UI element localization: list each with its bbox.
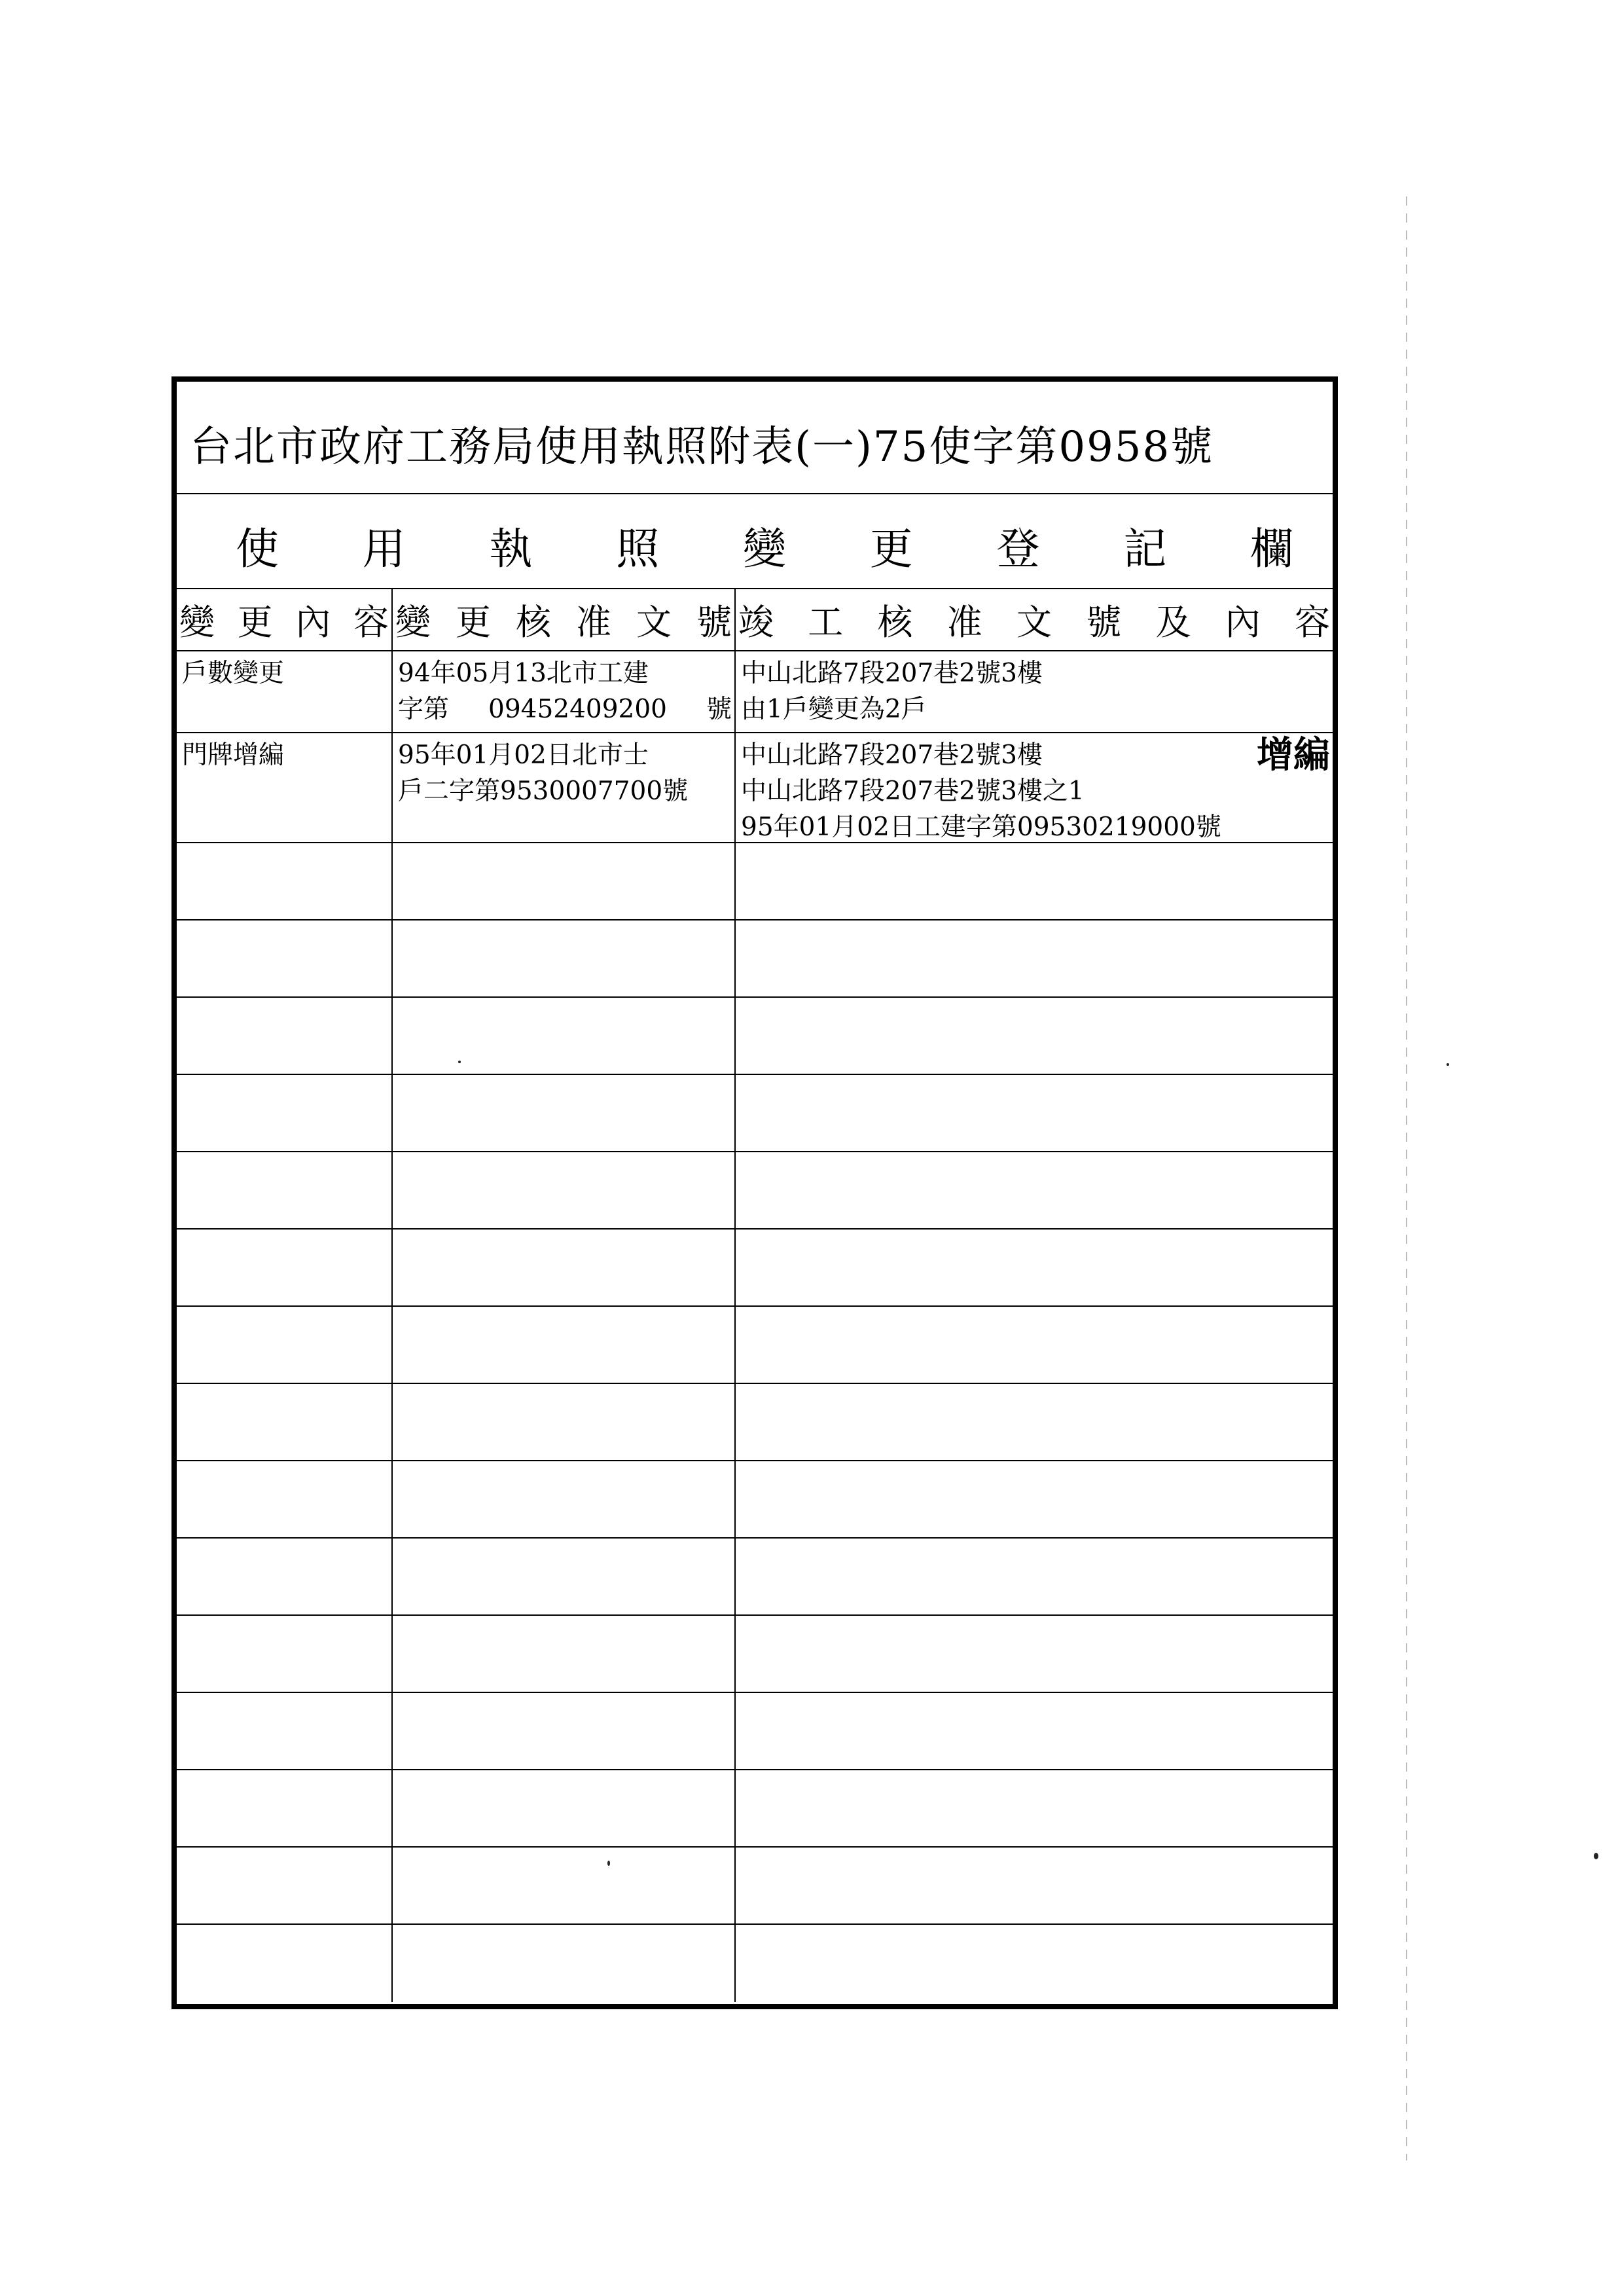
header-char: 變 (179, 602, 215, 643)
approval-line (398, 737, 732, 773)
empty-cell (393, 1384, 736, 1460)
header-char: 變 (395, 602, 431, 643)
form-subtitle-row (177, 494, 1333, 589)
empty-cell (177, 1075, 393, 1151)
approval-line (398, 655, 732, 691)
empty-record-row (177, 1770, 1333, 1848)
empty-cell (393, 1307, 736, 1383)
empty-cell (736, 1848, 1333, 1923)
empty-cell (393, 1230, 736, 1305)
approval-text: 95年01月02日北市士 (398, 740, 649, 770)
empty-cell (393, 843, 736, 919)
change-type: 門牌增編 (182, 740, 285, 770)
column-header-row (177, 589, 1333, 651)
header-char: 核 (877, 602, 913, 643)
empty-record-row (177, 1230, 1333, 1307)
approval-text: 字第 (398, 695, 450, 724)
header-char: 內 (295, 602, 331, 643)
empty-record-row (177, 1384, 1333, 1461)
empty-record-row (177, 1693, 1333, 1770)
empty-cell (393, 998, 736, 1074)
empty-cell (177, 920, 393, 996)
empty-record-row (177, 1075, 1333, 1152)
empty-cell (736, 1461, 1333, 1537)
empty-record-row (177, 1539, 1333, 1616)
stamp-mark: 增編 (1257, 734, 1330, 776)
scan-margin-line (1406, 196, 1407, 2160)
empty-cell (177, 1925, 393, 2002)
header-char: 更 (456, 602, 491, 643)
completion-line: 由1戶變更為2戶 (741, 695, 927, 724)
completion-details-cell (736, 651, 1333, 732)
approval-line (398, 773, 732, 809)
empty-cell (393, 1848, 736, 1923)
completion-line: 中山北路7段207巷2號3樓 (741, 740, 1043, 770)
change-type: 戶數變更 (182, 659, 285, 688)
approval-line (398, 691, 732, 727)
header-char: 工 (808, 602, 844, 643)
empty-record-row (177, 1848, 1333, 1925)
subtitle-char: 欄 (1250, 524, 1293, 574)
scan-speck (1594, 1853, 1598, 1859)
completion-line: 95年01月02日工建字第09530219000號 (741, 812, 1221, 842)
subtitle-char: 用 (362, 524, 406, 574)
empty-cell (736, 1770, 1333, 1846)
scan-speck (1447, 1063, 1449, 1066)
header-completion-details (736, 589, 1333, 650)
empty-record-row (177, 843, 1333, 920)
empty-cell (393, 1925, 736, 2002)
form-subtitle (236, 514, 1293, 576)
empty-cell (736, 1307, 1333, 1383)
empty-cell (736, 1616, 1333, 1692)
empty-cell (736, 998, 1333, 1074)
subtitle-char: 使 (236, 524, 279, 574)
empty-cell (177, 1384, 393, 1460)
subtitle-char: 更 (869, 524, 913, 574)
approval-text: 戶二字第9530007700號 (398, 776, 689, 806)
subtitle-char: 變 (743, 524, 786, 574)
header-char: 及 (1155, 602, 1191, 643)
scan-speck (458, 1061, 461, 1063)
empty-cell (736, 1693, 1333, 1769)
header-char: 核 (516, 602, 551, 643)
empty-record-row (177, 1461, 1333, 1539)
approval-number-cell (393, 651, 736, 732)
form-title: 台北市政府工務局使用執照附表(一)75使字第0958號 (190, 423, 1214, 471)
approval-number-cell (393, 733, 736, 842)
header-char: 文 (636, 602, 672, 643)
completion-line: 中山北路7段207巷2號3樓之1 (741, 776, 1085, 806)
record-row (177, 733, 1333, 843)
header-char: 准 (946, 602, 982, 643)
subtitle-char: 執 (489, 524, 533, 574)
empty-cell (177, 998, 393, 1074)
empty-cell (393, 1152, 736, 1228)
empty-record-row (177, 1925, 1333, 2002)
empty-cell (736, 1539, 1333, 1614)
header-char: 號 (1086, 602, 1122, 643)
empty-cell (393, 1693, 736, 1769)
empty-cell (177, 1693, 393, 1769)
empty-cell (736, 843, 1333, 919)
change-type-cell (177, 733, 393, 842)
empty-cell (393, 920, 736, 996)
empty-cell (736, 1152, 1333, 1228)
empty-cell (393, 1770, 736, 1846)
header-char: 容 (353, 602, 389, 643)
form-title-row (177, 382, 1333, 494)
empty-record-row (177, 920, 1333, 998)
empty-cell (736, 1925, 1333, 2002)
subtitle-char: 照 (616, 524, 660, 574)
empty-cell (393, 1616, 736, 1692)
empty-cell (177, 1848, 393, 1923)
header-char: 號 (696, 602, 732, 643)
empty-cell (736, 1384, 1333, 1460)
empty-cell (393, 1075, 736, 1151)
completion-details-cell (736, 733, 1333, 842)
empty-cell (736, 1230, 1333, 1305)
header-char: 竣 (738, 602, 774, 643)
empty-cell (177, 1770, 393, 1846)
approval-text: 09452409200 (488, 695, 667, 724)
change-type-cell (177, 651, 393, 732)
empty-cell (177, 843, 393, 919)
empty-record-row (177, 1616, 1333, 1693)
empty-cell (177, 1461, 393, 1537)
empty-cell (736, 920, 1333, 996)
empty-cell (736, 1075, 1333, 1151)
header-char: 更 (237, 602, 273, 643)
scan-speck (607, 1861, 610, 1866)
header-char: 准 (576, 602, 611, 643)
empty-cell (177, 1539, 393, 1614)
empty-record-row (177, 998, 1333, 1075)
record-row (177, 651, 1333, 733)
header-approval-number (393, 589, 736, 650)
header-char: 內 (1225, 602, 1261, 643)
empty-record-row (177, 1307, 1333, 1384)
header-char: 容 (1295, 602, 1330, 643)
empty-cell (177, 1616, 393, 1692)
empty-cell (177, 1230, 393, 1305)
header-char: 文 (1016, 602, 1052, 643)
subtitle-char: 登 (996, 524, 1040, 574)
empty-cell (177, 1307, 393, 1383)
empty-cell (393, 1539, 736, 1614)
approval-text: 號 (706, 695, 732, 724)
completion-line: 中山北路7段207巷2號3樓 (741, 659, 1043, 688)
subtitle-char: 記 (1123, 524, 1167, 574)
header-change-content (177, 589, 393, 650)
empty-cell (177, 1152, 393, 1228)
empty-cell (393, 1461, 736, 1537)
empty-record-row (177, 1152, 1333, 1230)
usage-license-change-form (171, 376, 1338, 2009)
approval-text: 94年05月13北市工建 (398, 659, 649, 688)
